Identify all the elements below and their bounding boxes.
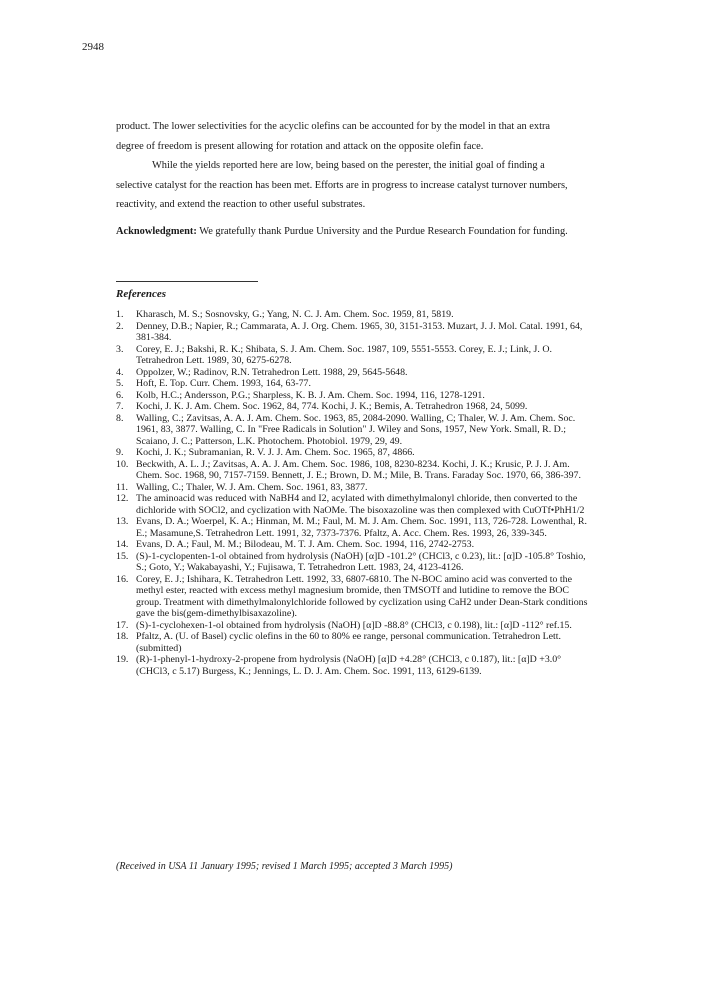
reference-text: Corey, E. J.; Bakshi, R. K.; Shibata, S. J. Am. Chem. Soc. 1987, 109, 5551-5553. Corey, E. J.; Link, J. O. Tetrahedron Lett. 1989, 30, 6275-6278. [136, 343, 552, 366]
reference-text: Kharasch, M. S.; Sosnovsky, G.; Yang, N. C. J. Am. Chem. Soc. 1959, 81, 5819. [136, 309, 454, 320]
reference-number: 1. [116, 309, 124, 320]
reference-item [116, 309, 594, 321]
reference-number: 5. [116, 378, 124, 389]
reference-text: Denney, D.B.; Napier, R.; Cammarata, A. J. Org. Chem. 1965, 30, 3151-3153. Muzart, J. J. Mol. Catal. 1991, 64, 381-384. [136, 320, 583, 343]
reference-text: Walling, C.; Thaler, W. J. Am. Chem. Soc. 1961, 83, 3877. [136, 481, 368, 493]
reference-item [116, 654, 594, 677]
reference-number: 10. [116, 458, 129, 470]
reference-item [116, 447, 594, 459]
reference-number: 18. [116, 631, 129, 642]
reference-item [116, 482, 594, 494]
reference-text: The aminoacid was reduced with NaBH4 and I2, acylated with dimethylmalonyl chloride, then converted to the dichloride with SOCl2, and cyclization with NaOMe. The bisoxazoline was then complexed with CuOTf•PhH1/2 [136, 493, 585, 516]
reference-item [116, 574, 594, 620]
reference-item [116, 631, 594, 654]
paragraph-line: selective catalyst for the reaction has been met. Efforts are in progress to increase catalyst turnover numbers, [116, 179, 568, 191]
acknowledgment-label: Acknowledgment: [116, 226, 197, 237]
paragraph-line: product. The lower selectivities for the acyclic olefins can be accounted for by the model in that an extra [116, 121, 551, 132]
reference-text: Beckwith, A. L. J.; Zavitsas, A. A. J. Am. Chem. Soc. 1986, 108, 8230-8234. Kochi, J. K.; Krusic, P. J. J. Am. Chem. Soc. 1968, 90, 7157-7159. Bennett, J. E.; Brown, D. M.; Mile, B. Trans. Faraday Soc. 1970, 66, 386-397. [136, 458, 581, 481]
reference-item [116, 620, 594, 632]
reference-number: 3. [116, 343, 124, 355]
reference-text: Evans, D. A.; Faul, M. M.; Bilodeau, M. T. J. Am. Chem. Soc. 1994, 116, 2742-2753. [136, 539, 475, 550]
reference-text: Evans, D. A.; Woerpel, K. A.; Hinman, M. M.; Faul, M. M. J. Am. Chem. Soc. 1991, 113, 726-728. Lowenthal, R. E.; Masamune,S. Tetrahedron Lett. 1991, 32, 7373-7376. Pfaltz, A. Acc. Chem. Res. 1993, 26, 339-345. [136, 516, 587, 539]
acknowledgment [116, 222, 594, 242]
reference-number: 8. [116, 412, 124, 424]
reference-text: Kolb, H.C.; Andersson, P.G.; Sharpless, K. B. J. Am. Chem. Soc. 1994, 116, 1278-1291. [136, 389, 485, 401]
reference-text: Hoft, E. Top. Curr. Chem. 1993, 164, 63-77. [136, 378, 311, 389]
reference-number: 16. [116, 573, 129, 585]
reference-item [116, 413, 594, 448]
reference-number: 4. [116, 366, 124, 378]
reference-item [116, 539, 594, 551]
reference-number: 17. [116, 619, 129, 631]
reference-text: (S)-1-cyclohexen-1-ol obtained from hydrolysis (NaOH) [α]D -88.8° (CHCl3, c 0.198), lit.: [α]D -112° ref.15. [136, 619, 572, 631]
reference-number: 2. [116, 320, 124, 332]
paragraph-line: reactivity, and extend the reaction to other useful substrates. [116, 199, 366, 211]
reference-item [116, 401, 594, 413]
acknowledgment-text: We gratefully thank Purdue University and the Purdue Research Foundation for funding. [196, 226, 568, 237]
reference-item [116, 551, 594, 574]
reference-item [116, 459, 594, 482]
paragraph-line: degree of freedom is present allowing for rotation and attack on the opposite olefin face. [116, 140, 484, 152]
reference-text: Kochi, J. K.; Subramanian, R. V. J. J. Am. Chem. Soc. 1965, 87, 4866. [136, 447, 415, 458]
paragraph-line-text: While the yields reported here are low, being based on the perester, the initial goal of finding a [152, 160, 545, 172]
reference-number: 12. [116, 493, 129, 504]
body-paragraphs [116, 117, 594, 215]
reference-number: 14. [116, 539, 129, 550]
reference-number: 15. [116, 550, 129, 562]
reference-item [116, 367, 594, 379]
reference-item [116, 321, 594, 344]
reference-item [116, 516, 594, 539]
reference-item [116, 390, 594, 402]
reference-number: 6. [116, 389, 124, 401]
reference-text: Kochi, J. K. J. Am. Chem. Soc. 1962, 84, 774. Kochi, J. K.; Bemis, A. Tetrahedron 1968, 24, 5099. [136, 401, 528, 412]
paragraph-line [116, 156, 594, 176]
reference-number: 13. [116, 516, 129, 527]
reference-text: Walling, C.; Zavitsas, A. A. J. Am. Chem. Soc. 1963, 85, 2084-2090. Walling, C; Thaler, W. J. Am. Chem. Soc. 1961, 83, 3877. Walling, C. In "Free Radicals in Solution" J. Wiley and Sons, 1957, New York. Small, R. D.; Scaiano, J. C.; Patterson, L.K. Photochem. Photobiol. 1979, 29, 49. [136, 412, 576, 447]
page-number: 2948 [82, 41, 104, 53]
received-dates: (Received in USA 11 January 1995; revised 1 March 1995; accepted 3 March 1995) [116, 861, 453, 872]
section-divider [116, 281, 258, 282]
reference-number: 11. [116, 481, 128, 493]
reference-text: Corey, E. J.; Ishihara, K. Tetrahedron Lett. 1992, 33, 6807-6810. The N-BOC amino acid was converted to the methyl ester, reacted with excess methyl magnesium bromide, then TMSOTf and lutidine to remove the BOC group. Treatment with dimethylmalonylchloride followed by cyclization using CaH2 under Dean-Stark conditions gave the bis(gem-dimethylbisaxazoline). [136, 573, 588, 619]
reference-item [116, 493, 594, 516]
reference-number: 9. [116, 447, 124, 458]
reference-number: 7. [116, 401, 124, 412]
reference-item [116, 378, 594, 390]
reference-text: (S)-1-cyclopenten-1-ol obtained from hydrolysis (NaOH) [α]D -101.2° (CHCl3, c 0.23), lit.: [α]D -105.8° Toshio, S.; Goto, Y.; Wakabayashi, Y.; Fujisawa, T. Tetrahedron Lett. 1983, 24, 4123-4126. [136, 550, 586, 573]
reference-text: Oppolzer, W.; Radinov, R.N. Tetrahedron Lett. 1988, 29, 5645-5648. [136, 366, 408, 378]
reference-number: 19. [116, 654, 129, 665]
references-heading: References [116, 288, 167, 300]
reference-text: Pfaltz, A. (U. of Basel) cyclic olefins in the 60 to 80% ee range, personal communication. Tetrahedron Lett. (submitted) [136, 631, 561, 654]
reference-item [116, 344, 594, 367]
reference-text: (R)-1-phenyl-1-hydroxy-2-propene from hydrolysis (NaOH) [α]D +4.28° (CHCl3, c 0.187), lit.: [α]D +3.0° (CHCl3, c 5.17) Burgess, K.; Jennings, L. D. J. Am. Chem. Soc. 1991, 113, 6129-6139. [136, 654, 562, 677]
reference-list [116, 309, 594, 677]
